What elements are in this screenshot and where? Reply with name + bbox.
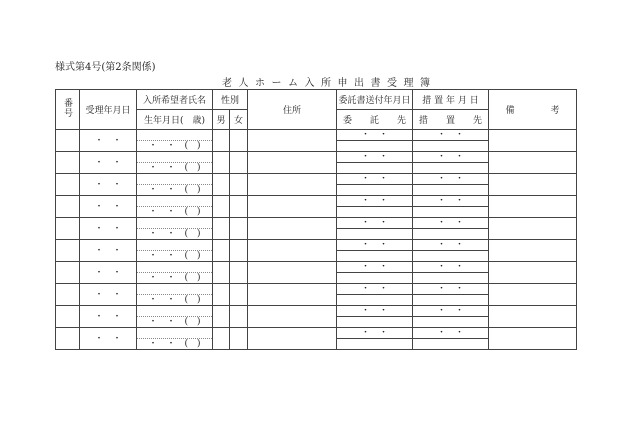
received-date-cell[interactable]: ・ ・ bbox=[80, 284, 137, 306]
female-cell[interactable] bbox=[230, 152, 248, 174]
table-row bbox=[56, 174, 577, 185]
birth-date-cell[interactable]: ・ ・ ( ) bbox=[137, 163, 213, 174]
commission-to-cell[interactable] bbox=[337, 229, 413, 240]
header-female: 女 bbox=[230, 110, 248, 130]
measure-to-cell[interactable] bbox=[413, 185, 489, 196]
remarks-cell[interactable] bbox=[489, 174, 577, 196]
measure-date-cell[interactable]: ・ ・ bbox=[413, 284, 489, 295]
measure-to-cell[interactable] bbox=[413, 229, 489, 240]
applicant-name-cell[interactable] bbox=[137, 174, 213, 185]
number-cell[interactable] bbox=[56, 196, 80, 218]
birth-date-cell[interactable]: ・ ・ ( ) bbox=[137, 273, 213, 284]
remarks-cell[interactable] bbox=[489, 306, 577, 328]
measure-date-cell[interactable]: ・ ・ bbox=[413, 240, 489, 251]
remarks-cell[interactable] bbox=[489, 262, 577, 284]
received-date-cell[interactable]: ・ ・ bbox=[80, 174, 137, 196]
commission-to-cell[interactable] bbox=[337, 273, 413, 284]
birth-date-cell[interactable]: ・ ・ ( ) bbox=[137, 207, 213, 218]
applicant-name-cell[interactable] bbox=[137, 152, 213, 163]
commission-to-cell[interactable] bbox=[337, 185, 413, 196]
table-row bbox=[56, 130, 577, 141]
address-cell[interactable] bbox=[248, 174, 337, 196]
received-date-cell[interactable]: ・ ・ bbox=[80, 240, 137, 262]
table-row bbox=[56, 284, 577, 295]
applicant-name-cell[interactable] bbox=[137, 328, 213, 339]
measure-to-cell[interactable] bbox=[413, 317, 489, 328]
received-date-cell[interactable]: ・ ・ bbox=[80, 328, 137, 350]
male-cell[interactable] bbox=[213, 284, 230, 306]
header-birth-date: 生年月日( 歳) bbox=[137, 110, 213, 130]
measure-to-cell[interactable] bbox=[413, 207, 489, 218]
commission-to-cell[interactable] bbox=[337, 317, 413, 328]
birth-date-cell[interactable]: ・ ・ ( ) bbox=[137, 295, 213, 306]
applicant-name-cell[interactable] bbox=[137, 240, 213, 251]
applicant-name-cell[interactable] bbox=[137, 196, 213, 207]
commission-sent-date-cell[interactable]: ・ ・ bbox=[337, 328, 413, 339]
commission-sent-date-cell[interactable]: ・ ・ bbox=[337, 174, 413, 185]
measure-date-cell[interactable]: ・ ・ bbox=[413, 130, 489, 141]
header-commission-to: 委 託 先 bbox=[337, 110, 413, 130]
measure-to-cell[interactable] bbox=[413, 295, 489, 306]
table-row bbox=[56, 262, 577, 273]
commission-sent-date-cell[interactable]: ・ ・ bbox=[337, 130, 413, 141]
measure-date-cell[interactable]: ・ ・ bbox=[413, 218, 489, 229]
address-cell[interactable] bbox=[248, 130, 337, 152]
table-row bbox=[56, 196, 577, 207]
female-cell[interactable] bbox=[230, 262, 248, 284]
header-measure-to: 措 置 先 bbox=[413, 110, 489, 130]
measure-date-cell[interactable]: ・ ・ bbox=[413, 306, 489, 317]
birth-date-cell[interactable]: ・ ・ ( ) bbox=[137, 317, 213, 328]
header-number: 番号 bbox=[56, 90, 80, 130]
male-cell[interactable] bbox=[213, 196, 230, 218]
measure-to-cell[interactable] bbox=[413, 273, 489, 284]
applicant-name-cell[interactable] bbox=[137, 306, 213, 317]
received-date-cell[interactable]: ・ ・ bbox=[80, 130, 137, 152]
remarks-cell[interactable] bbox=[489, 130, 577, 152]
commission-sent-date-cell[interactable]: ・ ・ bbox=[337, 284, 413, 295]
measure-to-cell[interactable] bbox=[413, 163, 489, 174]
applicant-name-cell[interactable] bbox=[137, 284, 213, 295]
female-cell[interactable] bbox=[230, 174, 248, 196]
measure-to-cell[interactable] bbox=[413, 141, 489, 152]
header-received-date: 受理年月日 bbox=[80, 90, 137, 130]
table-row bbox=[56, 240, 577, 251]
address-cell[interactable] bbox=[248, 152, 337, 174]
address-cell[interactable] bbox=[248, 218, 337, 240]
received-date-cell[interactable]: ・ ・ bbox=[80, 262, 137, 284]
male-cell[interactable] bbox=[213, 328, 230, 350]
table-row bbox=[56, 328, 577, 339]
commission-to-cell[interactable] bbox=[337, 163, 413, 174]
measure-date-cell[interactable]: ・ ・ bbox=[413, 174, 489, 185]
address-cell[interactable] bbox=[248, 262, 337, 284]
male-cell[interactable] bbox=[213, 218, 230, 240]
number-cell[interactable] bbox=[56, 240, 80, 262]
number-cell[interactable] bbox=[56, 174, 80, 196]
applicant-name-cell[interactable] bbox=[137, 218, 213, 229]
applicant-name-cell[interactable] bbox=[137, 130, 213, 141]
number-cell[interactable] bbox=[56, 130, 80, 152]
commission-to-cell[interactable] bbox=[337, 339, 413, 350]
measure-date-cell[interactable]: ・ ・ bbox=[413, 152, 489, 163]
female-cell[interactable] bbox=[230, 196, 248, 218]
applicant-name-cell[interactable] bbox=[137, 262, 213, 273]
remarks-cell[interactable] bbox=[489, 152, 577, 174]
table-row bbox=[56, 218, 577, 229]
table-row bbox=[56, 306, 577, 317]
remarks-cell[interactable] bbox=[489, 328, 577, 350]
header-remarks: 備 考 bbox=[489, 90, 577, 130]
register-table bbox=[55, 89, 577, 350]
commission-sent-date-cell[interactable]: ・ ・ bbox=[337, 262, 413, 273]
header-male: 男 bbox=[213, 110, 230, 130]
commission-sent-date-cell[interactable]: ・ ・ bbox=[337, 306, 413, 317]
birth-date-cell[interactable]: ・ ・ ( ) bbox=[137, 339, 213, 350]
received-date-cell[interactable]: ・ ・ bbox=[80, 152, 137, 174]
address-cell[interactable] bbox=[248, 328, 337, 350]
measure-to-cell[interactable] bbox=[413, 339, 489, 350]
remarks-cell[interactable] bbox=[489, 284, 577, 306]
commission-to-cell[interactable] bbox=[337, 207, 413, 218]
header-measure-date: 措 置 年 月 日 bbox=[413, 90, 489, 110]
commission-sent-date-cell[interactable]: ・ ・ bbox=[337, 218, 413, 229]
header-commission-sent-date: 委託書送付年月日 bbox=[337, 90, 413, 110]
header-sex: 性別 bbox=[213, 90, 248, 110]
remarks-cell[interactable] bbox=[489, 218, 577, 240]
address-cell[interactable] bbox=[248, 306, 337, 328]
male-cell[interactable] bbox=[213, 130, 230, 152]
page-title: 老人ホーム入所申出書受理簿 bbox=[222, 78, 437, 89]
header-applicant-name: 入所希望者氏名 bbox=[137, 90, 213, 110]
measure-date-cell[interactable]: ・ ・ bbox=[413, 196, 489, 207]
address-cell[interactable] bbox=[248, 284, 337, 306]
remarks-cell[interactable] bbox=[489, 240, 577, 262]
female-cell[interactable] bbox=[230, 284, 248, 306]
number-cell[interactable] bbox=[56, 284, 80, 306]
birth-date-cell[interactable]: ・ ・ ( ) bbox=[137, 185, 213, 196]
form-number: 様式第4号(第2条関係) bbox=[55, 62, 156, 73]
male-cell[interactable] bbox=[213, 174, 230, 196]
number-cell[interactable] bbox=[56, 306, 80, 328]
female-cell[interactable] bbox=[230, 240, 248, 262]
commission-sent-date-cell[interactable]: ・ ・ bbox=[337, 152, 413, 163]
header-address: 住所 bbox=[248, 90, 337, 130]
male-cell[interactable] bbox=[213, 152, 230, 174]
female-cell[interactable] bbox=[230, 218, 248, 240]
number-cell[interactable] bbox=[56, 218, 80, 240]
number-cell[interactable] bbox=[56, 152, 80, 174]
received-date-cell[interactable]: ・ ・ bbox=[80, 196, 137, 218]
commission-to-cell[interactable] bbox=[337, 251, 413, 262]
male-cell[interactable] bbox=[213, 262, 230, 284]
commission-to-cell[interactable] bbox=[337, 141, 413, 152]
received-date-cell[interactable]: ・ ・ bbox=[80, 306, 137, 328]
birth-date-cell[interactable]: ・ ・ ( ) bbox=[137, 251, 213, 262]
birth-date-cell[interactable]: ・ ・ ( ) bbox=[137, 141, 213, 152]
male-cell[interactable] bbox=[213, 240, 230, 262]
commission-to-cell[interactable] bbox=[337, 295, 413, 306]
commission-sent-date-cell[interactable]: ・ ・ bbox=[337, 196, 413, 207]
measure-to-cell[interactable] bbox=[413, 251, 489, 262]
female-cell[interactable] bbox=[230, 306, 248, 328]
address-cell[interactable] bbox=[248, 196, 337, 218]
measure-date-cell[interactable]: ・ ・ bbox=[413, 262, 489, 273]
male-cell[interactable] bbox=[213, 306, 230, 328]
remarks-cell[interactable] bbox=[489, 196, 577, 218]
number-cell[interactable] bbox=[56, 328, 80, 350]
address-cell[interactable] bbox=[248, 240, 337, 262]
birth-date-cell[interactable]: ・ ・ ( ) bbox=[137, 229, 213, 240]
female-cell[interactable] bbox=[230, 328, 248, 350]
number-cell[interactable] bbox=[56, 262, 80, 284]
received-date-cell[interactable]: ・ ・ bbox=[80, 218, 137, 240]
female-cell[interactable] bbox=[230, 130, 248, 152]
table-row bbox=[56, 152, 577, 163]
commission-sent-date-cell[interactable]: ・ ・ bbox=[337, 240, 413, 251]
measure-date-cell[interactable]: ・ ・ bbox=[413, 328, 489, 339]
